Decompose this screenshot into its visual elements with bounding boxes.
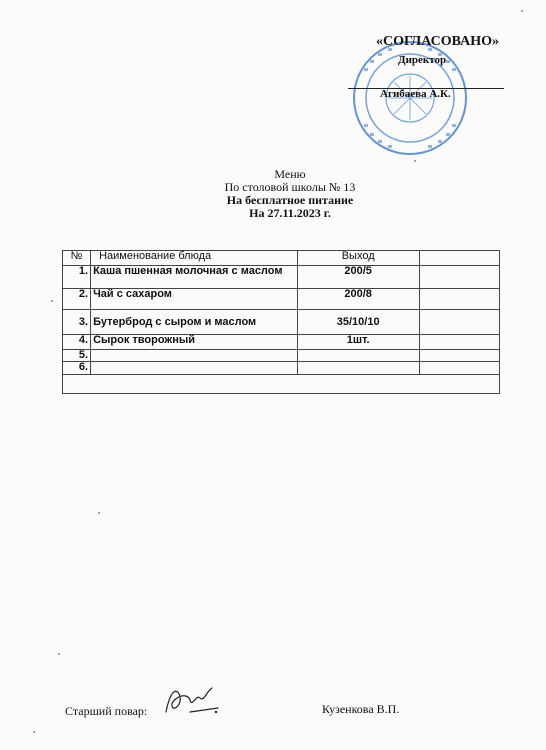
row-name xyxy=(91,350,297,362)
header-out: Выход xyxy=(297,251,419,266)
approval-block xyxy=(0,0,546,150)
row-num: 6. xyxy=(63,362,91,375)
scan-speck xyxy=(51,300,53,302)
row-num: 1. xyxy=(63,266,91,289)
row-name: Бутерброд с сыром и маслом xyxy=(91,310,297,335)
cook-name: Кузенкова В.П. xyxy=(322,702,400,716)
row-num: 2. xyxy=(63,289,91,310)
row-empty xyxy=(419,310,499,335)
table-row-blank xyxy=(63,375,500,394)
table-row xyxy=(63,310,500,335)
menu-table xyxy=(62,250,500,394)
row-empty xyxy=(419,266,499,289)
row-name: Каша пшенная молочная с маслом xyxy=(91,266,297,289)
approval-role: Директор xyxy=(398,54,447,66)
scan-speck xyxy=(58,653,60,655)
row-empty xyxy=(419,289,499,310)
heading-line-menu: Меню xyxy=(274,167,306,181)
cook-label: Старший повар: xyxy=(65,704,148,718)
approval-title: «СОГЛАСОВАНО» xyxy=(376,34,499,49)
scan-speck xyxy=(414,160,416,162)
table-row xyxy=(63,350,500,362)
table-row xyxy=(63,266,500,289)
heading-line-program: На бесплатное питание xyxy=(226,193,354,207)
blank-cell xyxy=(63,375,500,394)
row-empty xyxy=(419,335,499,350)
row-num: 3. xyxy=(63,310,91,335)
heading-line-date: На 27.11.2023 г. xyxy=(249,206,331,220)
table-row xyxy=(63,335,500,350)
page-heading xyxy=(150,168,430,220)
row-empty xyxy=(419,350,499,362)
row-num: 4. xyxy=(63,335,91,350)
row-out: 200/8 xyxy=(297,289,419,310)
handwritten-signature-icon xyxy=(160,682,222,718)
header-name: Наименование блюда xyxy=(91,251,297,266)
header-num: № xyxy=(63,251,91,266)
scan-speck xyxy=(33,731,35,733)
scan-speck xyxy=(98,512,100,514)
row-name: Сырок творожный xyxy=(91,335,297,350)
row-empty xyxy=(419,362,499,375)
row-out: 35/10/10 xyxy=(297,310,419,335)
row-out: 1шт. xyxy=(297,335,419,350)
row-out xyxy=(297,350,419,362)
header-empty xyxy=(419,251,499,266)
approval-name: Агибаева А.К. xyxy=(380,88,451,100)
row-name: Чай с сахаром xyxy=(91,289,297,310)
table-row xyxy=(63,289,500,310)
heading-line-school: По столовой школы № 13 xyxy=(224,180,356,194)
row-name xyxy=(91,362,297,375)
row-num: 5. xyxy=(63,350,91,362)
row-out: 200/5 xyxy=(297,266,419,289)
table-header-row xyxy=(63,251,500,266)
row-out xyxy=(297,362,419,375)
table-row xyxy=(63,362,500,375)
